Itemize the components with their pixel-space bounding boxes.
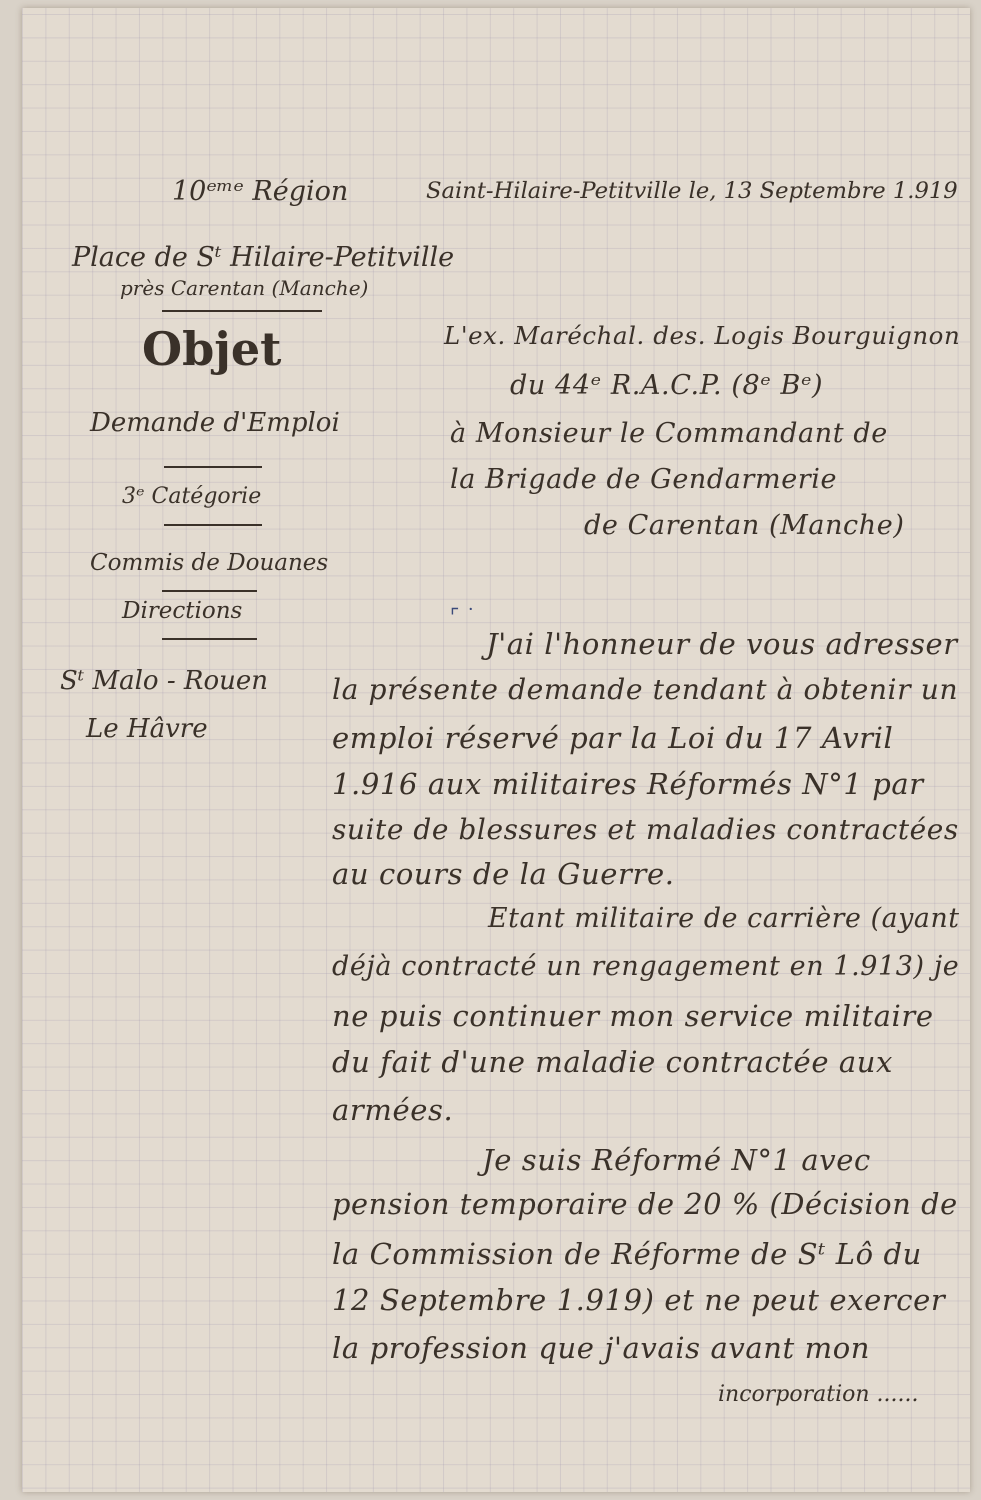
letter-page — [22, 8, 970, 1492]
request-label: Demande d'Emploi — [90, 408, 340, 438]
body-line-5: suite de blessures et maladies contractées — [332, 813, 959, 846]
places-line-2: Le Hâvre — [86, 714, 208, 744]
body-line-11: armées. — [332, 1093, 454, 1127]
region-label: 10ᵉᵐᵉ Région — [172, 176, 349, 207]
date-line: Saint-Hilaire-Petitville le, 13 Septembre 1.919 — [426, 178, 958, 204]
body-line-8: déjà contracté un rengagement en 1.913) je — [332, 951, 960, 982]
address-line-4: la Brigade de Gendarmerie — [450, 464, 838, 495]
address-line-2: du 44ᵉ R.A.C.P. (8ᵉ Bᵉ) — [510, 370, 824, 401]
place-line-2: près Carentan (Manche) — [120, 276, 369, 300]
body-line-15: 12 Septembre 1.919) et ne peut exercer — [332, 1283, 946, 1317]
object-title: Objet — [142, 322, 282, 376]
pencil-mark: ⌜ ˙ — [450, 604, 476, 628]
divider-1 — [162, 310, 322, 312]
divider-2 — [164, 466, 262, 468]
body-line-6: au cours de la Guerre. — [332, 857, 675, 891]
body-line-13: pension temporaire de 20 % (Décision de — [332, 1187, 958, 1221]
body-line-7: Etant militaire de carrière (ayant — [488, 903, 960, 934]
body-line-3: emploi réservé par la Loi du 17 Avril — [332, 721, 894, 755]
divider-4 — [162, 590, 257, 592]
body-line-1: J'ai l'honneur de vous adresser — [486, 627, 958, 661]
divider-3 — [164, 524, 262, 526]
address-line-5: de Carentan (Manche) — [584, 510, 905, 541]
body-line-2: la présente demande tendant à obtenir un — [332, 673, 959, 706]
address-line-3: à Monsieur le Commandant de — [450, 418, 888, 449]
body-line-4: 1.916 aux militaires Réformés N°1 par — [332, 767, 924, 801]
divider-5 — [162, 638, 257, 640]
body-line-10: du fait d'une maladie contractée aux — [332, 1045, 894, 1079]
category-label: 3ᵉ Catégorie — [122, 484, 262, 509]
body-line-16: la profession que j'avais avant mon — [332, 1331, 871, 1365]
place-line-1: Place de Sᵗ Hilaire-Petitville — [72, 242, 455, 273]
places-line-1: Sᵗ Malo - Rouen — [60, 666, 268, 696]
directions-label: Directions — [122, 598, 243, 624]
job-label: Commis de Douanes — [90, 550, 329, 576]
body-line-12: Je suis Réformé N°1 avec — [482, 1143, 871, 1177]
body-line-9: ne puis continuer mon service militaire — [332, 999, 934, 1033]
body-line-17: incorporation ...... — [718, 1382, 919, 1407]
body-line-14: la Commission de Réforme de Sᵗ Lô du — [332, 1237, 922, 1271]
address-line-1: L'ex. Maréchal. des. Logis Bourguignon — [444, 321, 961, 350]
